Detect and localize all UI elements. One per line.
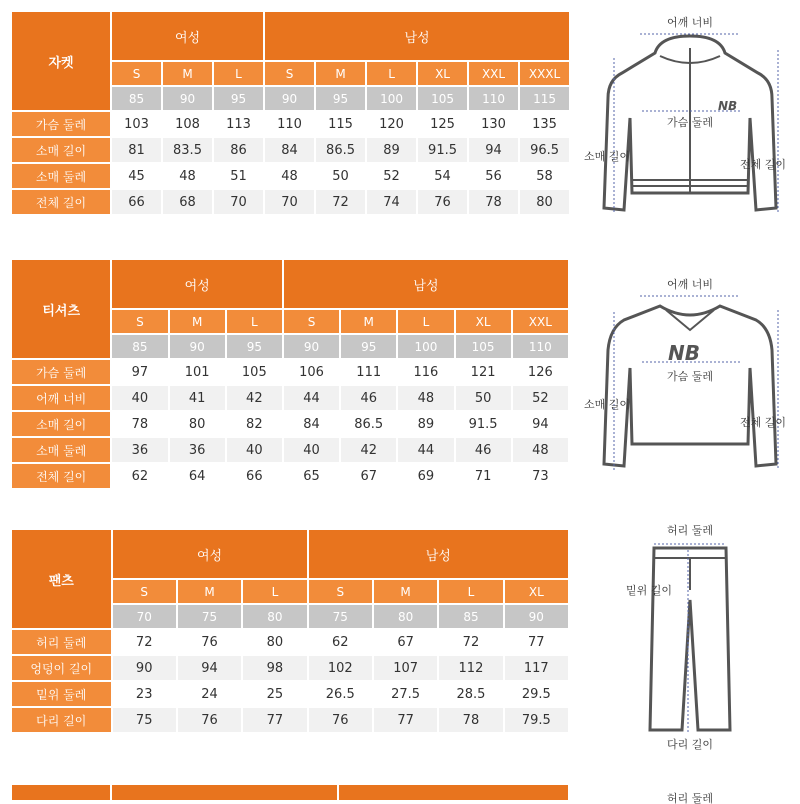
women-header: 여성: [112, 12, 263, 60]
value-cell: 135: [520, 112, 569, 136]
value-cell: 45: [112, 164, 161, 188]
value-cell: 94: [469, 138, 518, 162]
size-number: 115: [520, 87, 569, 110]
size-header: XXL: [513, 310, 568, 333]
value-cell: 70: [265, 190, 314, 214]
table-row: [12, 438, 568, 462]
chest-label: 가슴 둘레: [666, 370, 714, 383]
row-label: 허리 둘레: [12, 630, 111, 654]
value-cell: 78: [112, 412, 167, 436]
value-cell: 110: [265, 112, 314, 136]
size-header: XL: [505, 580, 568, 603]
sleeve-length-label: 소매 길이: [584, 150, 631, 163]
value-cell: 79.5: [505, 708, 568, 732]
size-header: XXL: [469, 62, 518, 85]
chest-label: 가슴 둘레: [666, 116, 714, 129]
value-cell: 126: [513, 360, 568, 384]
total-length-label: 전체 길이: [740, 416, 787, 429]
value-cell: 101: [170, 360, 225, 384]
size-header: M: [170, 310, 225, 333]
next-diagram-partial: [580, 784, 800, 804]
value-cell: 67: [341, 464, 396, 488]
value-cell: 78: [469, 190, 518, 214]
shoulder-width-label: 어깨 너비: [666, 16, 714, 29]
size-number: 70: [113, 605, 176, 628]
value-cell: 76: [309, 708, 372, 732]
value-cell: 40: [284, 438, 339, 462]
value-cell: 66: [227, 464, 282, 488]
value-cell: 83.5: [163, 138, 212, 162]
value-cell: 44: [284, 386, 339, 410]
row-label: 소매 둘레: [12, 164, 110, 188]
value-cell: 64: [170, 464, 225, 488]
shoulder-width-label: 어깨 너비: [666, 278, 714, 291]
value-cell: 72: [113, 630, 176, 654]
size-header: M: [178, 580, 241, 603]
value-cell: 48: [265, 164, 314, 188]
value-cell: 40: [227, 438, 282, 462]
row-label: 전체 길이: [12, 190, 110, 214]
value-cell: 112: [439, 656, 502, 680]
value-cell: 40: [112, 386, 167, 410]
svg-text:NB: NB: [718, 99, 738, 113]
table-row: [12, 630, 568, 654]
row-label: 소매 둘레: [12, 438, 110, 462]
size-header: L: [367, 62, 416, 85]
size-number: 85: [439, 605, 502, 628]
size-header: S: [112, 62, 161, 85]
value-cell: 72: [439, 630, 502, 654]
value-cell: 67: [374, 630, 437, 654]
value-cell: 98: [243, 656, 306, 680]
value-cell: 115: [316, 112, 365, 136]
value-cell: 48: [163, 164, 212, 188]
value-cell: 58: [520, 164, 569, 188]
value-cell: 26.5: [309, 682, 372, 706]
row-label: 소매 길이: [12, 138, 110, 162]
table-row: [12, 656, 568, 680]
men-header: 남성: [284, 260, 568, 308]
value-cell: 84: [284, 412, 339, 436]
size-number: 95: [227, 335, 282, 358]
size-header: M: [341, 310, 396, 333]
value-cell: 73: [513, 464, 568, 488]
value-cell: 56: [469, 164, 518, 188]
size-number: 85: [112, 335, 167, 358]
size-header: L: [243, 580, 306, 603]
value-cell: 97: [112, 360, 167, 384]
size-header: XXXL: [520, 62, 569, 85]
waist-label: 허리 둘레: [666, 524, 714, 537]
value-cell: 46: [456, 438, 511, 462]
value-cell: 76: [418, 190, 467, 214]
value-cell: 48: [513, 438, 568, 462]
category-label: 티셔츠: [12, 260, 110, 358]
row-label: 밑위 둘레: [12, 682, 111, 706]
jacket-size-table: [10, 10, 571, 216]
value-cell: 81: [112, 138, 161, 162]
value-cell: 91.5: [456, 412, 511, 436]
table-row: [12, 708, 568, 732]
size-number: 90: [170, 335, 225, 358]
size-number: 105: [418, 87, 467, 110]
size-number: 90: [505, 605, 568, 628]
value-cell: 120: [367, 112, 416, 136]
value-cell: 113: [214, 112, 263, 136]
size-header: L: [439, 580, 502, 603]
value-cell: 23: [113, 682, 176, 706]
value-cell: 71: [456, 464, 511, 488]
size-header: L: [214, 62, 263, 85]
size-number: 105: [456, 335, 511, 358]
table-row: [12, 164, 569, 188]
value-cell: 80: [520, 190, 569, 214]
size-header: XL: [418, 62, 467, 85]
value-cell: 84: [265, 138, 314, 162]
women-header: 여성: [113, 530, 307, 578]
value-cell: 62: [112, 464, 167, 488]
size-number: 75: [178, 605, 241, 628]
pants-size-table: [10, 528, 570, 734]
value-cell: 66: [112, 190, 161, 214]
value-cell: 42: [227, 386, 282, 410]
size-header: M: [316, 62, 365, 85]
value-cell: 78: [439, 708, 502, 732]
waist-label: 허리 둘레: [666, 792, 714, 804]
total-length-label: 전체 길이: [740, 158, 787, 171]
size-number: 80: [243, 605, 306, 628]
value-cell: 52: [513, 386, 568, 410]
value-cell: 86: [214, 138, 263, 162]
value-cell: 48: [398, 386, 453, 410]
value-cell: 86.5: [341, 412, 396, 436]
value-cell: 69: [398, 464, 453, 488]
pants-diagram: [580, 520, 800, 752]
value-cell: 130: [469, 112, 518, 136]
size-number: 80: [374, 605, 437, 628]
value-cell: 96.5: [520, 138, 569, 162]
value-cell: 25: [243, 682, 306, 706]
row-label: 가슴 둘레: [12, 360, 110, 384]
size-header: L: [398, 310, 453, 333]
value-cell: 46: [341, 386, 396, 410]
value-cell: 105: [227, 360, 282, 384]
table-row: [12, 682, 568, 706]
tshirt-size-table: [10, 258, 570, 490]
value-cell: 90: [113, 656, 176, 680]
value-cell: 103: [112, 112, 161, 136]
size-number: 90: [265, 87, 314, 110]
size-number: 75: [309, 605, 372, 628]
value-cell: 107: [374, 656, 437, 680]
value-cell: 108: [163, 112, 212, 136]
row-label: 어깨 너비: [12, 386, 110, 410]
size-header: XL: [456, 310, 511, 333]
category-label: 자켓: [12, 12, 110, 110]
row-label: 가슴 둘레: [12, 112, 110, 136]
value-cell: 89: [398, 412, 453, 436]
row-label: 다리 길이: [12, 708, 111, 732]
size-number: 90: [284, 335, 339, 358]
value-cell: 28.5: [439, 682, 502, 706]
value-cell: 41: [170, 386, 225, 410]
size-number: 100: [398, 335, 453, 358]
tshirt-diagram: [580, 272, 800, 482]
value-cell: 76: [178, 630, 241, 654]
value-cell: 52: [367, 164, 416, 188]
value-cell: 29.5: [505, 682, 568, 706]
value-cell: 54: [418, 164, 467, 188]
size-header: S: [309, 580, 372, 603]
value-cell: 117: [505, 656, 568, 680]
value-cell: 68: [163, 190, 212, 214]
row-label: 소매 길이: [12, 412, 110, 436]
size-number: 95: [214, 87, 263, 110]
value-cell: 36: [112, 438, 167, 462]
value-cell: 102: [309, 656, 372, 680]
value-cell: 77: [243, 708, 306, 732]
size-header: S: [112, 310, 167, 333]
size-number: 85: [112, 87, 161, 110]
category-label: 팬츠: [12, 530, 111, 628]
value-cell: 72: [316, 190, 365, 214]
value-cell: 27.5: [374, 682, 437, 706]
table-row: [12, 138, 569, 162]
table-row: [12, 386, 568, 410]
value-cell: 24: [178, 682, 241, 706]
value-cell: 86.5: [316, 138, 365, 162]
value-cell: 82: [227, 412, 282, 436]
size-header: S: [113, 580, 176, 603]
table-row: [12, 464, 568, 488]
leg-length-label: 다리 길이: [666, 738, 714, 751]
value-cell: 121: [456, 360, 511, 384]
size-number: 110: [469, 87, 518, 110]
row-label: 엉덩이 길이: [12, 656, 111, 680]
value-cell: 44: [398, 438, 453, 462]
size-header: L: [227, 310, 282, 333]
value-cell: 50: [456, 386, 511, 410]
value-cell: 116: [398, 360, 453, 384]
value-cell: 76: [178, 708, 241, 732]
size-number: 90: [163, 87, 212, 110]
value-cell: 94: [513, 412, 568, 436]
value-cell: 111: [341, 360, 396, 384]
table-row: [12, 360, 568, 384]
value-cell: 65: [284, 464, 339, 488]
next-table-header-partial: [12, 785, 568, 800]
jacket-diagram: [580, 8, 800, 230]
size-header: M: [374, 580, 437, 603]
size-number: 95: [316, 87, 365, 110]
value-cell: 125: [418, 112, 467, 136]
size-number: 110: [513, 335, 568, 358]
size-header: S: [265, 62, 314, 85]
value-cell: 77: [374, 708, 437, 732]
value-cell: 70: [214, 190, 263, 214]
value-cell: 50: [316, 164, 365, 188]
table-row: [12, 112, 569, 136]
value-cell: 75: [113, 708, 176, 732]
value-cell: 42: [341, 438, 396, 462]
size-number: 100: [367, 87, 416, 110]
value-cell: 89: [367, 138, 416, 162]
value-cell: 77: [505, 630, 568, 654]
value-cell: 51: [214, 164, 263, 188]
row-label: 전체 길이: [12, 464, 110, 488]
size-header: S: [284, 310, 339, 333]
sleeve-length-label: 소매 길이: [584, 398, 631, 411]
value-cell: 62: [309, 630, 372, 654]
rise-length-label: 밑위 길이: [626, 584, 673, 597]
value-cell: 94: [178, 656, 241, 680]
size-header: M: [163, 62, 212, 85]
women-header: 여성: [112, 260, 282, 308]
table-row: [12, 412, 568, 436]
value-cell: 80: [170, 412, 225, 436]
value-cell: 80: [243, 630, 306, 654]
value-cell: 106: [284, 360, 339, 384]
value-cell: 91.5: [418, 138, 467, 162]
value-cell: 74: [367, 190, 416, 214]
table-row: [12, 190, 569, 214]
men-header: 남성: [265, 12, 569, 60]
men-header: 남성: [309, 530, 568, 578]
size-number: 95: [341, 335, 396, 358]
svg-text:NB: NB: [668, 341, 700, 365]
value-cell: 36: [170, 438, 225, 462]
